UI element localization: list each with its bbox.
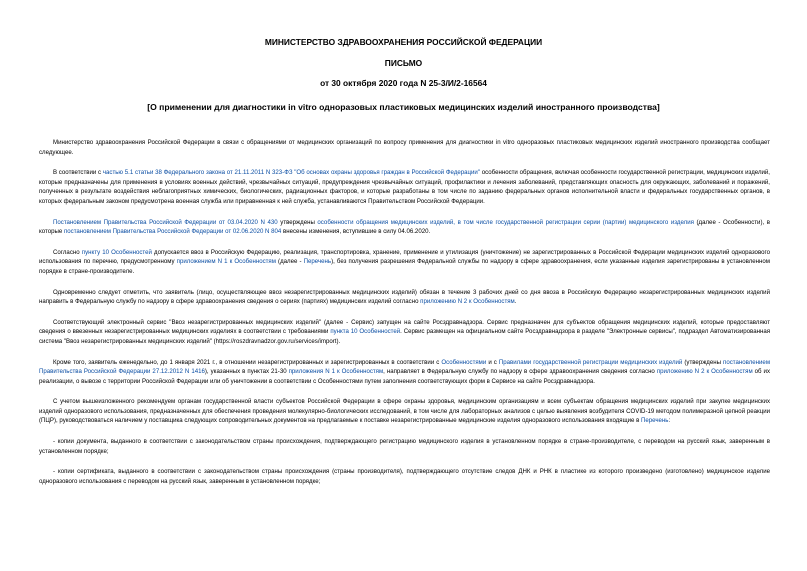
list-link[interactable]: Перечень	[303, 258, 332, 266]
list-item-registration-doc: - копии документа, выданного в соответствии с законодательством страны происхождения, подтверждающего регистрацию медицинского изделия в установленном порядке в стране-производителе, с переводом на русский язык, заверенным в установленном порядке;	[39, 438, 770, 455]
list-link[interactable]: Перечень	[641, 417, 669, 425]
text: Кроме того, заявитель еженедельно, до 1 января 2021 г., в отношении незарегистрированных и зарегистрированных в соответствии с	[53, 358, 442, 366]
text: :	[668, 417, 671, 425]
text: (далее - Особенности), в которые	[39, 218, 770, 236]
resolution-430-link[interactable]: Постановлением Правительства Российской Федерации от 03.04.2020 N 430	[53, 218, 278, 226]
features-link[interactable]: Особенностями	[441, 358, 487, 366]
document-type: ПИСЬМО	[384, 58, 423, 68]
text: и с	[486, 358, 499, 366]
text: Одновременно следует отметить, что заявитель (лицо, осуществляющее ввоз незарегистрированных медицинских изделий) обязан в течение 3 рабочих дней со дня ввоза в Российскую Федерацию незарегистрированных медицинских изделий направить в Федеральную службу по надзору в сфере здравоохранения сведения о сериях (партиях) медицинских изделий согласно	[39, 288, 770, 306]
appendix-2-link[interactable]: приложению N 2 к Особенностям	[420, 298, 515, 306]
text: (утверждены	[682, 358, 724, 366]
paragraph-service	[39, 318, 770, 347]
appendix-2-link[interactable]: приложению N 2 к Особенностям	[656, 368, 753, 376]
paragraph-import	[39, 248, 770, 277]
paragraph-resolution	[39, 218, 770, 237]
paragraph-weekly	[39, 358, 770, 387]
text: Согласно	[53, 248, 82, 256]
list-item-certificate: - копии сертификата, выданного в соответствии с законодательством страны происхождения (страны производителя), подтверждающего отсутствие следов ДНК и РНК в пластике из которого произведено (изготовлено) медицинское изделие одноразового использования с переводом на русский язык, заверенным в установленном порядке;	[39, 468, 770, 485]
text: Соответствующий электронный сервис "Ввоз незарегистрированных медицинских изделий" (далее - Сервис) запущен на сайте Росздравнадзора. Сервис предназначен для субъектов обращения медицинских изделий, которые предоставляют сведения о ввезенных незарегистрированных медицинских изделиях в соответствии с требованиями	[39, 318, 770, 336]
point-10-link[interactable]: пункту 10 Особенностей	[81, 248, 152, 256]
point-10-link[interactable]: пункта 10 Особенностей	[330, 328, 401, 336]
features-link[interactable]: особенности обращения медицинских изделий, в том числе государственной регистрации серии (партии) медицинского изделия	[317, 218, 694, 226]
text: об их реализации, о вывозе с территории Российской Федерации или об уничтожении в соответствии с Особенностями путем заполнения соответствующих форм в Сервисе на сайте Росздравнадзора.	[39, 368, 771, 385]
ministry-title: МИНИСТЕРСТВО ЗДРАВООХРАНЕНИЯ РОССИЙСКОЙ ФЕДЕРАЦИИ	[264, 37, 543, 47]
text: .	[514, 298, 517, 306]
text: ), без получения разрешения Федеральной службы по надзору в сфере здравоохранения, если указанные изделия зарегистрированы в установленном порядке в стране-производителе.	[39, 258, 770, 275]
document-date-number: от 30 октября 2020 года N 25-3/И/2-16564	[320, 78, 487, 88]
resolution-1416-link[interactable]: постановлением Правительства Российской Федерации 27.12.2012 N 1416	[39, 358, 771, 376]
paragraph-recommendation	[39, 397, 770, 426]
paragraph-law	[39, 168, 770, 206]
document-body	[39, 138, 770, 497]
text: утверждены	[277, 218, 318, 226]
text: особенности обращения, включая особенности государственной регистрации, медицинских изделий, которые предназначены для применения в условиях военных действий, чрезвычайных ситуаций, предупреждения чрезвычайных ситуаций, профилактики и лечения заболеваний, представляющих опасность для окружающих, заболеваний и поражений, полученных в результате воздействия неблагоприятных химических, биологических, радиационных факторов, и которые разработаны в том числе по заданию федеральных органов исполнительной власти и федеральных государственных органов, в которых федеральным законом предусмотрена военная служба или приравненная к ней служба, устанавливаются Правительством Российской Федерации.	[39, 169, 770, 205]
text: допускается ввоз в Российскую Федерацию, реализация, транспортировка, хранение, применение и утилизация (уничтожение) не зарегистрированных в Российской Федерации медицинских изделий одноразового использования по перечню, предусмотренному	[39, 248, 770, 266]
document-subject: [О применении для диагностики in vitro одноразовых пластиковых медицинских изделий иностранного производства]	[147, 102, 660, 112]
text: (далее -	[275, 258, 304, 266]
law-link[interactable]: частью 5.1 статьи 38 Федерального закона от 21.11.2011 N 323-ФЗ "Об основах охраны здоровья граждан в Российской Федерации"	[102, 169, 481, 177]
appendix-1-link[interactable]: приложением N 1 к Особенностям	[176, 258, 276, 266]
paragraph-intro: Министерство здравоохранения Российской Федерации в связи с обращениями от медицинских организаций по вопросу применения для диагностики in vitro одноразовых пластиковых медицинских изделий иностранного производства сообщает следующее.	[39, 139, 770, 156]
text: ), указанных в пунктах 21-30	[204, 368, 289, 376]
text: . Сервис размещен на официальном сайте Росздравнадзора в разделе "Электронные сервисы", подраздел Автоматизированная система "Ввоз незарегистрированных медицинских изделий" (https://roszdravnadzor.gov.ru/services/import).	[39, 328, 771, 345]
text: , направляет в Федеральную службу по надзору в сфере здравоохранения сведения согласно	[383, 368, 657, 376]
text: В соответствии с	[53, 169, 103, 177]
resolution-804-link[interactable]: постановлением Правительства Российской Федерации от 02.06.2020 N 804	[63, 228, 282, 236]
text: внесены изменения, вступившие в силу 04.06.2020.	[281, 228, 431, 236]
text: С учетом вышеизложенного рекомендуем органам государственной власти субъектов Российской Федерации в сфере охраны здоровья, медицинским организациям и всем субъектам обращения медицинских изделий при закупке медицинских изделий одноразового использования, предназначенных для обеспечения проведения молекулярно-биологических исследований, в том числе для лабораторных анализов с целью выявления возбудителя COVID-19 методом полимеразной цепной реакции (ПЦР), руководствоваться наличием у поставщика следующих сопроводительных документов на предлагаемые к поставке незарегистрированные медицинские изделия одноразового использования входящие в	[39, 398, 770, 425]
appendix-1-link[interactable]: приложения N 1 к Особенностям	[288, 368, 384, 376]
paragraph-notice	[39, 288, 770, 307]
registration-rules-link[interactable]: Правилами государственной регистрации медицинских изделий	[498, 358, 683, 366]
